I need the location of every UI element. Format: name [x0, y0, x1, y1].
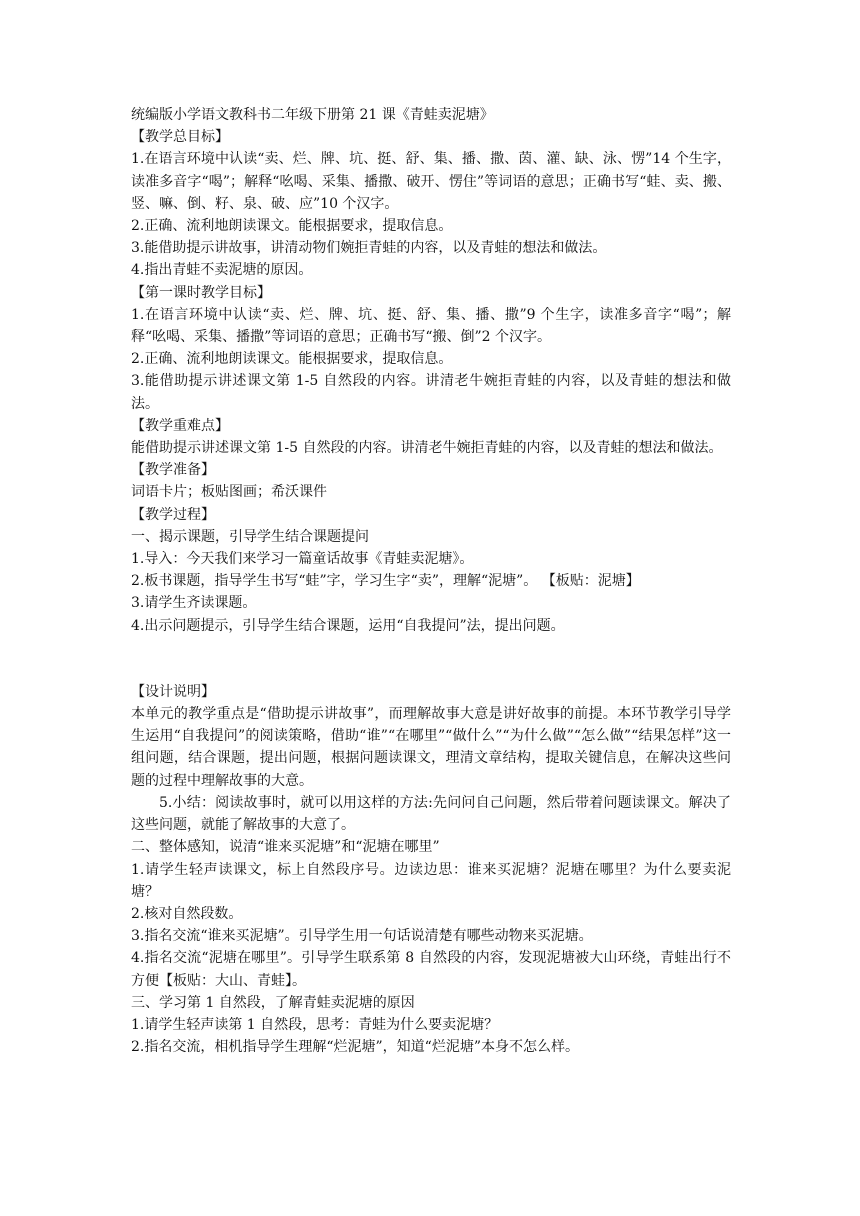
- section-heading-first-lesson-goals: 【第一课时教学目标】: [131, 284, 271, 301]
- process-part2-item-4: 4.指名交流“泥塘在哪里”。引导学生联系第 8 自然段的内容，发现泥塘被大山环绕，青蛙出行不方便【板贴：大山、青蛙】。: [131, 950, 731, 989]
- first-lesson-goal-2: 2.正确、流利地朗读课文。能根据要求，提取信息。: [131, 351, 453, 368]
- section-heading-process: 【教学过程】: [131, 506, 215, 523]
- section-heading-key-points: 【教学重难点】: [131, 417, 229, 434]
- preparation-text: 词语卡片；板贴图画；希沃课件: [131, 484, 327, 501]
- summary-text: 5.小结：阅读故事时，就可以用这样的方法:先问问自己问题，然后带着问题读课文。解决了这些问题，就能了解故事的大意了。: [131, 794, 731, 834]
- overall-goal-3: 3.能借助提示讲故事，讲清动物们婉拒青蛙的内容，以及青蛙的想法和做法。: [131, 240, 607, 257]
- process-part2-item-3: 3.指名交流“谁来买泥塘”。引导学生用一句话说清楚有哪些动物来买泥塘。: [131, 928, 593, 945]
- overall-goal-2: 2.正确、流利地朗读课文。能根据要求，提取信息。: [131, 218, 453, 235]
- process-part1-item-2: 2.板书课题，指导学生书写“蛙”字，学习生字“卖”，理解“泥塘”。 【板贴：泥塘】: [131, 573, 640, 590]
- first-lesson-goal-1: 1.在语言环境中认读“卖、烂、牌、坑、挺、舒、集、播、撒”9 个生字，读准多音字“喝”；解释“吆喝、采集、播撒”等词语的意思；正确书写“搬、倒”2 个汉字。: [131, 306, 731, 346]
- document-body: [131, 104, 731, 1058]
- overall-goal-1: 1.在语言环境中认读“卖、烂、牌、坑、挺、舒、集、播、撒、茵、灌、缺、泳、愣”14 个生字，读准多音字“喝”；解释“吆喝、采集、播撒、破开、愣住”等词语的意思；正确书写“蛙、卖、搬、竖、嘛、倒、籽、泉、破、应”10 个汉字。: [131, 151, 731, 212]
- process-part3-item-2: 2.指名交流，相机指导学生理解“烂泥塘”，知道“烂泥塘”本身不怎么样。: [131, 1039, 579, 1056]
- process-part3-item-1: 1.请学生轻声读第 1 自然段，思考：青蛙为什么要卖泥塘？: [131, 1016, 499, 1033]
- process-part2-title: 二、整体感知，说清“谁来买泥塘”和“泥塘在哪里”: [131, 839, 440, 856]
- paragraph-gap: [131, 637, 731, 681]
- document-title: 统编版小学语文教科书二年级下册第 21 课《青蛙卖泥塘》: [131, 107, 494, 123]
- overall-goal-4: 4.指出青蛙不卖泥塘的原因。: [131, 262, 313, 279]
- section-heading-overall-goals: 【教学总目标】: [131, 129, 229, 146]
- process-part1-item-4: 4.出示问题提示，引导学生结合课题，运用“自我提问”法，提出问题。: [131, 617, 565, 634]
- section-heading-preparation: 【教学准备】: [131, 462, 215, 479]
- design-note-text: 本单元的教学重点是“借助提示讲故事”，而理解故事大意是讲好故事的前提。本环节教学引导学生运用“自我提问”的阅读策略，借助“谁”“在哪里”“做什么”“为什么做”“怎么做”“结果怎样”这一组问题，结合课题，提出问题，根据问题读课文，理清文章结构，提取关键信息，在解决这些问题的过程中理解故事的大意。: [131, 706, 731, 789]
- process-part2-item-1: 1.请学生轻声读课文，标上自然段序号。边读边思：谁来买泥塘？泥塘在哪里？为什么要卖泥塘？: [131, 861, 731, 900]
- first-lesson-goal-3: 3.能借助提示讲述课文第 1-5 自然段的内容。讲清老牛婉拒青蛙的内容，以及青蛙的想法和做法。: [131, 373, 731, 412]
- key-points-text: 能借助提示讲述课文第 1-5 自然段的内容。讲清老牛婉拒青蛙的内容，以及青蛙的想法和做法。: [131, 440, 723, 457]
- process-part1-title: 一、揭示课题，引导学生结合课题提问: [131, 528, 369, 545]
- design-note-heading: 【设计说明】: [131, 683, 215, 700]
- process-part3-title: 三、学习第 1 自然段，了解青蛙卖泥塘的原因: [131, 994, 415, 1011]
- process-part1-item-1: 1.导入：今天我们来学习一篇童话故事《青蛙卖泥塘》。: [131, 551, 474, 568]
- process-part1-item-3: 3.请学生齐读课题。: [131, 595, 257, 612]
- process-part2-item-2: 2.核对自然段数。: [131, 905, 243, 922]
